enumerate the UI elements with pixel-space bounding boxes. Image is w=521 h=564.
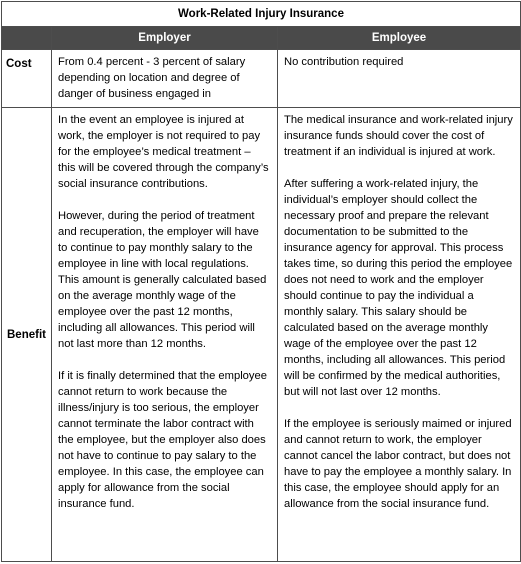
table-title: Work-Related Injury Insurance (2, 2, 521, 27)
header-row (2, 27, 521, 50)
header-blank-cell (2, 27, 52, 50)
row-label-cost: Cost (2, 50, 52, 108)
header-employee: Employee (278, 27, 521, 50)
benefit-employer-paragraph: However, during the period of treatment and recuperation, the employer will have to continue to pay monthly salary to the employee in line with local regulations. This amount is generally calculated based on the average monthly wage of the employee over the past 12 months, including all allowances. This period will not last more than 12 months. (58, 210, 267, 350)
table-row-cost (2, 50, 521, 108)
benefit-employee-paragraph: The medical insurance and work-related injury insurance funds should cover the cost of treatment if an individual is injured at work. (284, 114, 513, 158)
work-injury-insurance-table (1, 1, 521, 562)
table-row-benefit (2, 108, 521, 562)
row-label-benefit: Benefit (2, 108, 52, 562)
benefit-employee-paragraph: After suffering a work-related injury, the individual’s employer should collect the necessary proof and prepare the relevant documentation to be submitted to the insurance agency for approval. This process takes time, so during this period the employee does not need to work and the employer should continue to pay the individual a monthly salary. This salary should be calculated based on the average monthly wage of the employee over the past 12 months, including all allowances. This period will be confirmed by the medical authorities, but will not last over 12 months. (284, 178, 513, 398)
benefit-employee-paragraph: If the employee is seriously maimed or injured and cannot return to work, the employer cannot cancel the labor contract, but does not have to pay the employee a monthly salary. In this case, the employee should apply for an allowance from the social insurance fund. (284, 418, 512, 510)
title-row (2, 2, 521, 27)
header-employer: Employer (52, 27, 278, 50)
cost-employee-cell (278, 50, 521, 108)
benefit-employer-cell (52, 108, 278, 562)
benefit-employer-paragraph: In the event an employee is injured at work, the employer is not required to pay for the employee’s medical treatment – this will be covered through the company’s social insurance contributions. (58, 114, 269, 190)
cost-employer-cell (52, 50, 278, 108)
cost-employer-text: From 0.4 percent - 3 percent of salary depending on location and degree of danger of business engaged in (58, 56, 246, 100)
benefit-employee-cell (278, 108, 521, 562)
cost-employee-text: No contribution required (284, 56, 404, 68)
benefit-employer-paragraph: If it is finally determined that the employee cannot return to work because the illness/injury is too serious, the employer cannot terminate the labor contract with the employee, but the employer also does not have to continue to pay salary to the employee. In this case, the employee can apply for allowance from the social insurance fund. (58, 370, 267, 510)
